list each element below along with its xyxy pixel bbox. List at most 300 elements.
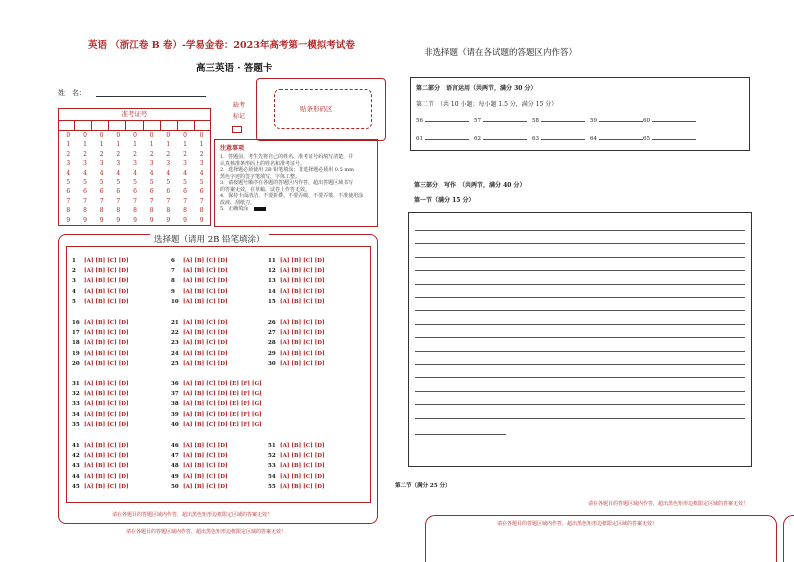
exam-digit-bubble[interactable]: 3 [183,160,187,168]
exam-digit-bubble[interactable]: 3 [66,160,71,168]
choice-question-row[interactable] [268,258,325,264]
writing-area[interactable] [408,212,752,467]
blank-line[interactable] [541,139,585,140]
choice-options[interactable]: [A] [B] [C] [D] [84,278,129,285]
exam-digit-bubble[interactable]: 5 [199,179,204,187]
choice-options[interactable]: [A] [B] [C] [D] [84,258,129,264]
choice-question-row[interactable] [72,320,129,326]
choice-question-row[interactable] [72,289,129,295]
question-number: 31 [72,381,80,387]
exam-digit-bubble[interactable]: 6 [83,188,87,196]
part3-section1-title: 第一节（满分 15 分） [414,197,475,204]
exam-digit-bubble[interactable]: 6 [183,188,187,196]
fill-example: 5．正确填涂 [220,206,372,213]
choice-options[interactable]: [A] [B] [C] [D] [183,360,228,367]
warning-text-right: 请在各题目的答题区域内作答，超出黑色矩形边框限定区域的答案无效！ [588,501,749,507]
blank-line[interactable] [425,139,469,140]
choice-question-row[interactable] [171,340,228,346]
exam-digit-bubble[interactable]: 7 [116,197,121,205]
choice-options[interactable]: [A] [B] [C] [D] [E] [F] [G] [183,391,262,398]
exam-digit-bubble[interactable]: 2 [199,150,204,158]
exam-digit-bubble[interactable]: 1 [66,141,71,149]
choice-question-row[interactable] [72,474,129,480]
question-number: 43 [72,463,80,470]
choice-question-row[interactable] [171,278,228,284]
choice-options[interactable]: [A] [B] [C] [D] [183,288,228,295]
choice-question-row[interactable] [171,299,228,305]
writing-line-short [415,434,506,435]
choice-options[interactable]: [A] [B] [C] [D] [84,443,129,449]
fill-blank-item[interactable] [532,136,585,142]
choice-question-row[interactable] [171,443,228,449]
part2-title: 第二部分 语言运用（共两节，满分 30 分） [416,85,537,92]
choice-question-row[interactable] [171,484,228,490]
choice-question-row[interactable] [72,443,129,449]
choice-options[interactable]: [A] [B] [C] [D] [280,288,325,295]
choice-question-row[interactable] [268,299,325,305]
choice-options[interactable]: [A] [B] [C] [D] [183,473,228,480]
exam-digit-bubble[interactable]: 3 [99,160,104,168]
choice-question-row[interactable] [268,278,325,284]
exam-subtitle: 高三英语 · 答题卡 [196,63,273,74]
question-number: 18 [72,340,80,347]
choice-question-row[interactable] [72,412,129,418]
writing-line [415,351,745,352]
choice-options[interactable]: [A] [B] [C] [D] [84,473,129,480]
exam-digit-bubble[interactable]: 4 [199,169,204,177]
exam-digit-bubble[interactable]: 2 [166,150,171,158]
notice-item: 改液、刮纸刀。 [220,199,256,206]
choice-options[interactable]: [A] [B] [C] [D] [84,330,129,337]
exam-digit-bubble[interactable]: 1 [166,141,171,149]
choice-options[interactable]: [A] [B] [C] [D] [84,340,129,347]
choice-options[interactable]: [A] [B] [C] [D] [84,360,129,367]
choice-question-row[interactable] [171,391,262,397]
choice-options[interactable]: [A] [B] [C] [D] [E] [F] [G] [183,411,262,418]
choice-question-row[interactable] [72,299,129,305]
choice-question-row[interactable] [171,401,262,407]
choice-question-row[interactable] [171,320,228,326]
question-number: 30 [268,360,276,367]
question-number: 16 [72,320,80,326]
question-number: 38 [171,401,179,408]
choice-question-row[interactable] [268,289,325,295]
choice-options[interactable]: [A] [B] [C] [D] [183,258,228,264]
choice-options[interactable]: [A] [B] [C] [D] [84,463,129,470]
question-number: 6 [171,258,175,264]
choice-question-row[interactable] [268,351,325,357]
choice-question-row[interactable] [171,463,228,469]
choice-question-row[interactable] [72,340,129,346]
exam-digit-bubble[interactable]: 7 [166,197,171,205]
question-number: 48 [171,463,179,470]
exam-digit-bubble[interactable]: 8 [133,207,137,215]
exam-digit-bubble[interactable]: 4 [83,169,87,177]
choice-question-row[interactable] [72,351,129,357]
blank-number: 65 [643,136,650,142]
choice-options[interactable]: [A] [B] [C] [D] [280,268,325,275]
exam-digit-bubble[interactable]: 2 [133,150,137,158]
choice-options[interactable]: [A] [B] [C] [D] [280,463,325,470]
exam-digit-bubble[interactable]: 6 [149,188,154,196]
notice-box [214,139,378,227]
blank-line[interactable] [652,139,696,140]
exam-digit-bubble[interactable]: 4 [116,169,121,177]
choice-question-row[interactable] [268,453,325,459]
choice-options[interactable]: [A] [B] [C] [D] [84,350,129,357]
exam-digit-bubble[interactable]: 4 [183,169,187,177]
notice-item: 4．保持卡面清洁，不要折叠、不要弄破、不要弄皱，不准使用涂 [220,193,364,199]
choice-options[interactable]: [A] [B] [C] [D] [84,411,129,418]
exam-digit-bubble[interactable]: 7 [183,197,187,205]
choice-options[interactable]: [A] [B] [C] [D] [183,453,228,460]
choice-options[interactable]: [A] [B] [C] [D] [280,330,325,337]
exam-digit-bubble[interactable]: 3 [166,160,171,168]
choice-options[interactable]: [A] [B] [C] [D] [E] [F] [G] [183,421,262,428]
question-number: 4 [72,288,76,295]
choice-options[interactable]: [A] [B] [C] [D] [84,421,129,428]
choice-options[interactable]: [A] [B] [C] [D] [280,483,325,490]
choice-options[interactable]: [A] [B] [C] [D] [84,288,129,295]
question-number: 32 [72,391,80,398]
fill-blank-item[interactable] [532,118,585,124]
question-number: 37 [171,391,179,398]
writing-line [415,377,745,378]
writing-line [415,310,745,311]
exam-number-digit-grid[interactable] [60,131,210,225]
choice-options[interactable]: [A] [B] [C] [D] [280,278,325,285]
exam-digit-bubble[interactable]: 1 [99,141,104,149]
blank-number: 57 [474,118,481,124]
blank-line[interactable] [483,139,527,140]
exam-digit-bubble[interactable]: 6 [66,188,71,196]
exam-digit-bubble[interactable]: 5 [99,179,104,187]
exam-digit-bubble[interactable]: 4 [166,169,171,177]
choice-question-row[interactable] [171,268,228,274]
question-number: 46 [171,443,179,449]
question-number: 20 [72,360,80,367]
exam-digit-bubble[interactable]: 0 [83,132,87,139]
exam-digit-bubble[interactable]: 1 [133,141,137,149]
choice-question-row[interactable] [268,484,325,490]
choice-question-row[interactable] [268,340,325,346]
exam-digit-bubble[interactable]: 4 [149,169,154,177]
fill-blank-item[interactable] [474,118,527,124]
choice-question-row[interactable] [171,361,228,367]
choice-question-row[interactable] [72,361,129,367]
exam-digit-bubble[interactable]: 7 [66,197,71,205]
exam-digit-bubble[interactable]: 7 [149,197,154,205]
exam-digit-bubble[interactable]: 8 [83,207,87,215]
writing-line [415,391,745,392]
exam-digit-bubble[interactable]: 0 [149,132,154,139]
choice-options[interactable]: [A] [B] [C] [D] [280,453,325,460]
choice-question-row[interactable] [72,330,129,336]
fill-blank-item[interactable] [416,136,469,142]
fill-blank-item[interactable] [643,118,696,124]
choice-options[interactable]: [A] [B] [C] [D] [183,278,228,285]
exam-digit-bubble[interactable]: 9 [116,216,121,224]
exam-digit-bubble[interactable]: 7 [99,197,104,205]
exam-digit-bubble[interactable]: 3 [83,160,87,168]
exam-digit-bubble[interactable]: 0 [166,132,171,139]
choice-options[interactable]: [A] [B] [C] [D] [280,340,325,347]
exam-digit-bubble[interactable]: 9 [66,216,71,224]
exam-digit-bubble[interactable]: 3 [149,160,154,168]
exam-digit-bubble[interactable]: 8 [199,207,204,215]
choice-options[interactable]: [A] [B] [C] [D] [280,473,325,480]
question-number: 21 [171,320,179,326]
question-number: 50 [171,483,179,490]
choice-options[interactable]: [A] [B] [C] [D] [280,443,325,449]
exam-digit-bubble[interactable]: 0 [199,132,204,139]
question-number: 13 [268,278,276,285]
name-label: 姓 名： [58,89,86,97]
exam-digit-bubble[interactable]: 1 [83,141,87,149]
choice-question-row[interactable] [72,381,129,387]
choice-options[interactable]: [A] [B] [C] [D] [280,320,325,326]
choice-options[interactable]: [A] [B] [C] [D] [280,350,325,357]
exam-digit-bubble[interactable]: 3 [199,160,204,168]
choice-options[interactable]: [A] [B] [C] [D] [84,483,129,490]
choice-options[interactable]: [A] [B] [C] [D] [183,320,228,326]
name-field[interactable] [96,96,206,97]
writing-line [415,337,745,338]
exam-digit-bubble[interactable]: 2 [83,150,87,158]
choice-question-row[interactable] [72,401,129,407]
choice-question-row[interactable] [72,258,129,264]
writing-line [415,243,745,244]
barcode-label: 贴条形码区 [300,105,333,113]
choice-question-row[interactable] [72,453,129,459]
choice-question-row[interactable] [171,381,262,387]
choice-question-row[interactable] [268,474,325,480]
question-number: 49 [171,473,179,480]
blank-number: 59 [590,118,597,124]
question-number: 12 [268,268,276,275]
writing-line [415,404,745,405]
exam-digit-bubble[interactable]: 4 [66,169,71,177]
exam-digit-bubble[interactable]: 0 [99,132,104,139]
fill-blank-item[interactable] [474,136,527,142]
question-number: 54 [268,473,276,480]
blank-line[interactable] [541,121,585,122]
exam-digit-bubble[interactable]: 7 [199,197,204,205]
exam-digit-bubble[interactable]: 2 [66,150,71,158]
choice-options[interactable]: [A] [B] [C] [D] [183,443,228,449]
exam-digit-bubble[interactable]: 2 [149,150,154,158]
question-number: 44 [72,473,80,480]
question-number: 3 [72,278,76,285]
exam-digit-bubble[interactable]: 6 [116,188,121,196]
exam-digit-bubble[interactable]: 6 [99,188,104,196]
choice-question-row[interactable] [171,453,228,459]
question-number: 29 [268,350,276,357]
choice-options[interactable]: [A] [B] [C] [D] [84,381,129,387]
exam-digit-bubble[interactable]: 2 [99,150,104,158]
exam-digit-bubble[interactable]: 9 [199,216,204,224]
exam-digit-bubble[interactable]: 5 [149,179,154,187]
choice-question-row[interactable] [268,361,325,367]
exam-digit-bubble[interactable]: 1 [149,141,154,149]
exam-digit-bubble[interactable]: 5 [116,179,121,187]
choice-question-row[interactable] [268,268,325,274]
exam-digit-bubble[interactable]: 6 [166,188,171,196]
question-number: 33 [72,401,80,408]
exam-digit-bubble[interactable]: 0 [133,132,137,139]
question-number: 25 [171,360,179,367]
question-number: 36 [171,381,179,387]
choice-options[interactable]: [A] [B] [C] [D] [84,320,129,326]
choice-options[interactable]: [A] [B] [C] [D] [280,360,325,367]
exam-digit-bubble[interactable]: 5 [166,179,171,187]
choice-question-row[interactable] [72,391,129,397]
exam-digit-bubble[interactable]: 6 [133,188,137,196]
choice-question-row[interactable] [171,351,228,357]
choice-options[interactable]: [A] [B] [C] [D] [84,268,129,275]
notice-item: 1．答题前，考生先将自己的姓名、准考证号码填写清楚，并 [220,154,354,160]
choice-options[interactable]: [A] [B] [C] [D] [E] [F] [G] [183,381,262,387]
exam-digit-bubble[interactable]: 3 [133,160,137,168]
question-number: 15 [268,298,276,305]
choice-options[interactable]: [A] [B] [C] [D] [183,350,228,357]
exam-digit-bubble[interactable]: 5 [66,179,71,187]
exam-digit-bubble[interactable]: 8 [116,207,121,215]
notice-item: 2．选择题必须使用 2B 铅笔填涂；非选择题必须用 0.5 mm [220,167,354,173]
exam-digit-bubble[interactable]: 8 [166,207,171,215]
question-number: 53 [268,463,276,470]
warning-text: 请在各题目的答题区域内作答，超出黑色矩形边框限定区域的答案无效！ [112,512,273,518]
part3-title: 第三部分 写作 （共两节，满分 40 分） [414,182,526,189]
choice-question-row[interactable] [171,412,262,418]
exam-number-cells[interactable] [58,121,211,131]
exam-title: 英语 （浙江卷 B 卷）-学易金卷：2023年高考第一模拟考试卷 [88,40,355,51]
question-number: 51 [268,443,276,449]
exam-digit-bubble[interactable]: 8 [183,207,187,215]
exam-digit-bubble[interactable]: 9 [183,216,187,224]
exam-digit-bubble[interactable]: 8 [99,207,104,215]
blank-line[interactable] [483,121,527,122]
choice-options[interactable]: [A] [B] [C] [D] [E] [F] [G] [183,401,262,408]
choice-options[interactable]: [A] [B] [C] [D] [84,298,129,305]
writing-line [415,270,745,271]
blank-line[interactable] [599,139,643,140]
exam-digit-bubble[interactable]: 9 [149,216,154,224]
exam-digit-bubble[interactable]: 8 [66,207,71,215]
writing-line [415,284,745,285]
blank-number: 64 [590,136,597,142]
choice-question-row[interactable] [72,484,129,490]
question-number: 5 [72,298,76,305]
exam-digit-bubble[interactable]: 5 [83,179,87,187]
exam-digit-bubble[interactable]: 2 [183,150,187,158]
question-number: 55 [268,483,276,490]
exam-digit-bubble[interactable]: 1 [199,141,204,149]
exam-digit-bubble[interactable]: 1 [183,141,187,149]
question-number: 42 [72,453,80,460]
exam-digit-bubble[interactable]: 5 [133,179,137,187]
choice-question-row[interactable] [171,330,228,336]
exam-digit-bubble[interactable]: 5 [183,179,187,187]
exam-digit-bubble[interactable]: 9 [83,216,87,224]
question-number: 52 [268,453,276,460]
exam-digit-bubble[interactable]: 7 [83,197,87,205]
choice-options[interactable]: [A] [B] [C] [D] [183,463,228,470]
choice-options[interactable]: [A] [B] [C] [D] [183,340,228,347]
choice-question-row[interactable] [268,463,325,469]
question-number: 34 [72,411,80,418]
question-number: 1 [72,258,76,264]
choice-question-row[interactable] [72,268,129,274]
exam-digit-bubble[interactable]: 1 [116,141,121,149]
choice-question-row[interactable] [268,330,325,336]
exam-digit-bubble[interactable]: 2 [116,150,121,158]
choice-options[interactable]: [A] [B] [C] [D] [280,298,325,305]
notice-item: 的答案无效，在草稿、试卷上作答无效。 [220,186,311,193]
exam-digit-bubble[interactable]: 9 [133,216,137,224]
writing-line [415,230,745,231]
choice-options[interactable]: [A] [B] [C] [D] [183,330,228,337]
question-number: 17 [72,330,80,337]
exam-digit-bubble[interactable]: 4 [99,169,104,177]
choice-question-row[interactable] [171,474,228,480]
absent-checkbox[interactable] [232,126,242,133]
notice-items [220,154,372,206]
exam-digit-bubble[interactable]: 0 [183,132,187,139]
blank-line[interactable] [652,121,696,122]
choice-question-row[interactable] [72,422,129,428]
choice-options[interactable]: [A] [B] [C] [D] [183,298,228,305]
non-choice-title: 非选择题（请在各试题的答题区内作答） [424,48,578,58]
blank-number: 56 [416,118,423,124]
choice-options[interactable]: [A] [B] [C] [D] [84,453,129,460]
choice-question-row[interactable] [72,463,129,469]
choice-question-row[interactable] [72,278,129,284]
exam-digit-bubble[interactable]: 8 [149,207,154,215]
blank-line[interactable] [599,121,643,122]
exam-digit-bubble[interactable]: 3 [116,160,121,168]
choice-question-row[interactable] [171,289,228,295]
choice-options[interactable]: [A] [B] [C] [D] [84,391,129,398]
fill-blank-item[interactable] [416,118,469,124]
choice-options[interactable]: [A] [B] [C] [D] [280,258,325,264]
exam-digit-bubble[interactable]: 0 [66,132,71,139]
fill-blank-item[interactable] [590,136,643,142]
exam-digit-bubble[interactable]: 9 [99,216,104,224]
question-number: 19 [72,350,80,357]
choice-options[interactable]: [A] [B] [C] [D] [84,401,129,408]
blank-line[interactable] [425,121,469,122]
exam-digit-bubble[interactable]: 4 [133,169,137,177]
choice-question-row[interactable] [171,422,262,428]
notice-item: 黑色字迹的签字笔填写，字体工整。 [220,173,301,180]
part2-section2-title: 第二节 （共 10 小题；每小题 1.5 分，满分 15 分） [416,101,558,108]
choice-question-row[interactable] [268,320,325,326]
choice-question-row[interactable] [171,258,228,264]
writing-line [415,364,745,365]
exam-digit-bubble[interactable]: 6 [199,188,204,196]
question-number: 8 [171,278,175,285]
choice-options[interactable]: [A] [B] [C] [D] [183,483,228,490]
exam-digit-bubble[interactable]: 9 [166,216,171,224]
exam-digit-bubble[interactable]: 0 [116,132,121,139]
choice-question-row[interactable] [268,443,325,449]
choice-options[interactable]: [A] [B] [C] [D] [183,268,228,275]
fill-blank-item[interactable] [643,136,696,142]
exam-digit-bubble[interactable]: 7 [133,197,137,205]
absent-label: 缺考 标记 [233,102,246,120]
fill-blank-item[interactable] [590,118,643,124]
